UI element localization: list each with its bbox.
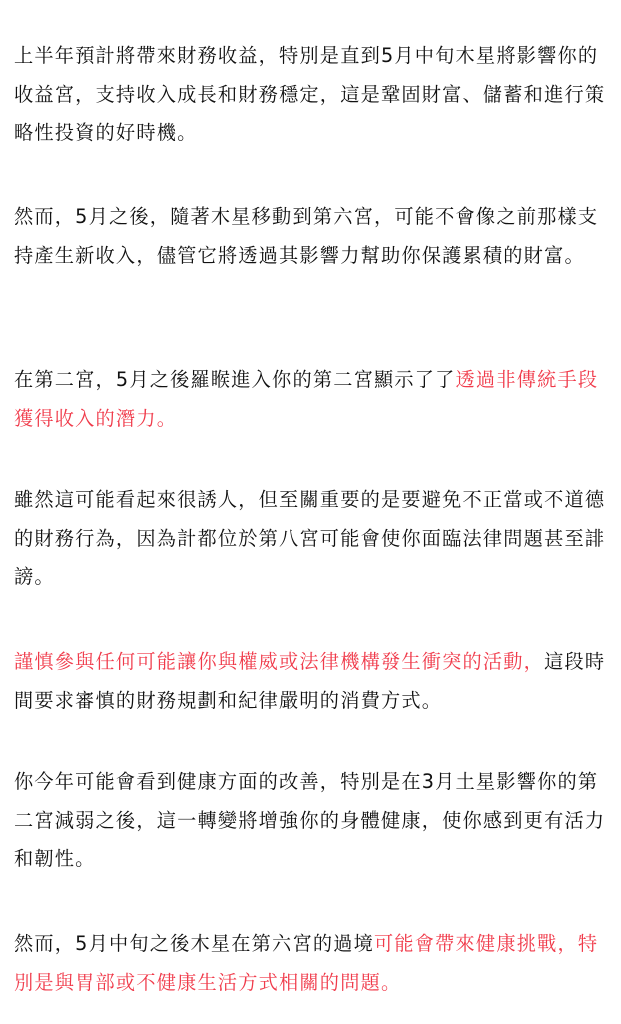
paragraph-second-house-rahu xyxy=(14,361,610,438)
paragraph-text: 在第二宮，5月之後羅睺進入你的第二宮顯示了了 xyxy=(14,368,456,391)
paragraph-legal-warning xyxy=(14,481,610,597)
highlighted-text: 可能會帶來健康挑戰，特別是與胃部或不健康生活方式相關的問題。 xyxy=(14,932,599,994)
paragraph-finance-first-half xyxy=(14,37,610,153)
paragraph-text: 上半年預計將帶來財務收益，特別是直到5月中旬木星將影響你的收益宮，支持收入成長和財務穩定，這是鞏固財富、儲蓄和進行策略性投資的好時機。 xyxy=(14,44,606,144)
paragraph-health-improvement xyxy=(14,763,610,879)
paragraph-text: 你今年可能會看到健康方面的改善，特別是在3月土星影響你的第二宮減弱之後，這一轉變將增強你的身體健康，使你感到更有活力和韌性。 xyxy=(14,770,606,870)
paragraph-text: 雖然這可能看起來很誘人，但至關重要的是要避免不正當或不道德的財務行為，因為計都位於第八宮可能會使你面臨法律問題甚至誹謗。 xyxy=(14,488,606,588)
paragraph-text: 這段時間要求審慎的財務規劃和紀律嚴明的消費方式。 xyxy=(14,650,606,712)
paragraph-health-challenges xyxy=(14,925,610,1002)
highlighted-text: 謹慎參與任何可能讓你與權威或法律機構發生衝突的活動， xyxy=(14,650,545,673)
paragraph-caution-authority xyxy=(14,643,610,720)
paragraph-text: 然而，5月中旬之後木星在第六宮的過境 xyxy=(14,932,374,955)
paragraph-text: 然而，5月之後，隨著木星移動到第六宮，可能不會像之前那樣支持產生新收入，儘管它將透過其影響力幫助你保護累積的財富。 xyxy=(14,205,599,267)
paragraph-finance-after-may xyxy=(14,198,610,275)
highlighted-text: 透過非傳統手段獲得收入的潛力。 xyxy=(14,368,599,430)
